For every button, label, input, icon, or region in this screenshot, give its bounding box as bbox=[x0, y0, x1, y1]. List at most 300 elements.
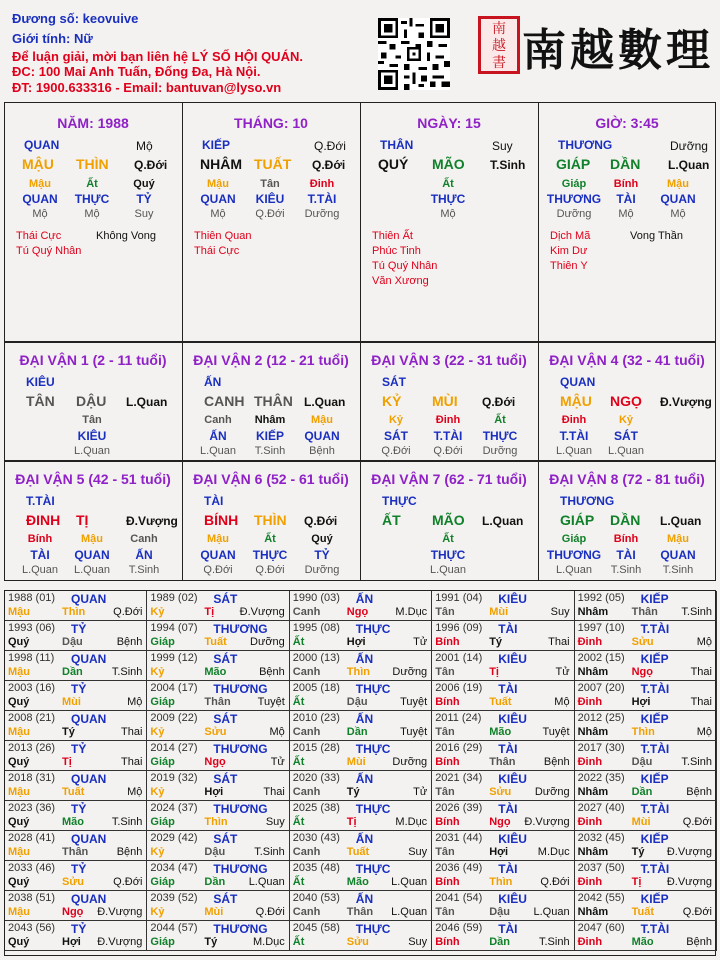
year-stem: Kỷ bbox=[150, 906, 165, 918]
year-label: 2038 (51) bbox=[8, 892, 56, 904]
hidden-stem: Canh bbox=[130, 533, 158, 545]
year-stage: Dưỡng bbox=[392, 666, 428, 678]
year-stage: Đ.Vượng bbox=[524, 816, 570, 828]
hidden-stage: L.Quan bbox=[73, 445, 111, 457]
year-stem: Tân bbox=[435, 846, 455, 858]
year-cell bbox=[432, 921, 574, 951]
year-cell bbox=[5, 921, 147, 951]
year-branch: Mão bbox=[62, 816, 84, 828]
dai-van-stem: ĐINH bbox=[26, 512, 61, 528]
phone-email: ĐT: 1900.633316 - Email: bantuvan@lyso.vn bbox=[12, 80, 282, 95]
hidden-god: T.TÀI bbox=[307, 192, 337, 206]
year-stage: Thai bbox=[548, 636, 570, 648]
year-cell bbox=[290, 921, 432, 951]
pillar-top-stage: Dưỡng bbox=[670, 139, 708, 153]
year-stage: T.Sinh bbox=[254, 846, 285, 858]
year-label: 2000 (13) bbox=[292, 652, 340, 664]
year-label: 2002 (15) bbox=[577, 652, 625, 664]
year-stage: M.Dục bbox=[253, 936, 285, 948]
year-cell bbox=[575, 621, 717, 651]
year-stem: Mậu bbox=[8, 906, 30, 918]
year-star: THƯƠNG bbox=[213, 682, 268, 696]
year-cell bbox=[147, 861, 289, 891]
hidden-god: TÀI bbox=[616, 548, 636, 562]
pillar-branch-stage: Q.Đới bbox=[312, 158, 346, 172]
pillar-1 bbox=[182, 102, 360, 342]
year-branch: Dần bbox=[631, 786, 653, 798]
year-label: 2044 (57) bbox=[150, 922, 198, 934]
hidden-stage: Mộ bbox=[84, 208, 100, 220]
year-label: 2031 (44) bbox=[435, 832, 483, 844]
year-label: 2045 (58) bbox=[292, 922, 340, 934]
year-star: KIÊU bbox=[498, 772, 527, 786]
star: Thiên Y bbox=[550, 260, 588, 272]
year-cell bbox=[290, 711, 432, 741]
year-branch: Mùi bbox=[346, 756, 366, 768]
pillar-title: THÁNG: 10 bbox=[234, 115, 308, 131]
year-label: 2010 (23) bbox=[292, 712, 340, 724]
hidden-god: KIẾP bbox=[255, 429, 284, 443]
hidden-stage: L.Quan bbox=[555, 564, 593, 576]
star: Thái Cực bbox=[194, 245, 240, 257]
hidden-stage: Mộ bbox=[440, 208, 456, 220]
year-stage: Mộ bbox=[269, 726, 285, 738]
year-stem: Ất bbox=[292, 816, 305, 828]
year-cell bbox=[5, 891, 147, 921]
year-branch: Thân bbox=[631, 606, 658, 618]
column-divider bbox=[538, 461, 539, 581]
hidden-stage: T.Sinh bbox=[610, 564, 642, 576]
year-stage: Tử bbox=[413, 636, 428, 648]
year-stem: Đinh bbox=[577, 876, 603, 888]
year-star: THƯƠNG bbox=[213, 922, 268, 936]
year-stage: Thai bbox=[690, 666, 712, 678]
hidden-stem: Tân bbox=[82, 414, 102, 426]
year-label: 2017 (30) bbox=[577, 742, 625, 754]
year-stem: Ất bbox=[292, 876, 305, 888]
year-branch: Tuất bbox=[346, 846, 370, 858]
year-stage: Đ.Vượng bbox=[97, 906, 143, 918]
hidden-stem: Kỷ bbox=[618, 414, 634, 426]
hidden-god: THỰC bbox=[74, 192, 110, 206]
year-stem: Bính bbox=[435, 936, 460, 948]
year-label: 2033 (46) bbox=[8, 862, 56, 874]
year-cell bbox=[147, 651, 289, 681]
year-stem: Nhâm bbox=[577, 786, 609, 798]
year-cell bbox=[432, 741, 574, 771]
year-cell bbox=[290, 831, 432, 861]
year-stage: Đ.Vượng bbox=[97, 936, 143, 948]
year-branch: Sửu bbox=[62, 876, 85, 888]
year-star: SÁT bbox=[213, 832, 238, 846]
year-label: 2013 (26) bbox=[8, 742, 56, 754]
hidden-god: QUAN bbox=[304, 429, 340, 443]
year-label: 2005 (18) bbox=[292, 682, 340, 694]
year-cell bbox=[575, 861, 717, 891]
hidden-stage: Dưỡng bbox=[304, 208, 340, 220]
year-stem: Kỷ bbox=[150, 666, 165, 678]
year-label: 2034 (47) bbox=[150, 862, 198, 874]
year-cell bbox=[432, 681, 574, 711]
hidden-stage: L.Quan bbox=[607, 445, 645, 457]
year-branch: Sửu bbox=[631, 636, 654, 648]
year-label: 2007 (20) bbox=[577, 682, 625, 694]
dai-van-god: SÁT bbox=[382, 375, 406, 389]
star: Không Vong bbox=[96, 230, 156, 242]
owner-name: Đương số: keovuive bbox=[12, 11, 139, 26]
pillar-top-god: KIẾP bbox=[202, 138, 231, 152]
year-cell bbox=[290, 861, 432, 891]
year-label: 2041 (54) bbox=[435, 892, 483, 904]
hidden-stem: Quý bbox=[311, 533, 333, 545]
hidden-stem: Canh bbox=[204, 414, 232, 426]
hidden-god: THƯƠNG bbox=[546, 192, 602, 206]
hidden-stem: Đinh bbox=[309, 178, 335, 190]
dai-van-stage: Q.Đới bbox=[304, 514, 338, 528]
hidden-stage: Q.Đới bbox=[255, 208, 285, 220]
year-star: THỰC bbox=[355, 622, 391, 636]
address: ĐC: 100 Mai Anh Tuấn, Đống Đa, Hà Nội. bbox=[12, 64, 261, 79]
hidden-god: TÀI bbox=[30, 548, 50, 562]
pillar-top-stage: Mộ bbox=[136, 139, 153, 153]
hidden-stage: Mộ bbox=[32, 208, 48, 220]
year-star: ẤN bbox=[355, 892, 374, 906]
year-star: THỰC bbox=[355, 682, 391, 696]
year-star: KIẾP bbox=[640, 772, 669, 786]
dai-van-stem: TÂN bbox=[26, 393, 55, 409]
hidden-stage: Mộ bbox=[670, 208, 686, 220]
dai-van-title: ĐẠI VẬN 6 (52 - 61 tuổi) bbox=[193, 471, 349, 487]
hidden-stem: Mậu bbox=[311, 414, 333, 426]
dai-van-stem: ẤT bbox=[382, 512, 401, 528]
year-stage: Q.Đới bbox=[255, 906, 285, 918]
year-label: 1994 (07) bbox=[150, 622, 198, 634]
year-label: 2035 (48) bbox=[292, 862, 340, 874]
year-stage: Q.Đới bbox=[113, 606, 143, 618]
year-branch: Hợi bbox=[346, 636, 366, 648]
year-label: 2030 (43) bbox=[292, 832, 340, 844]
dai-van-stage: Đ.Vượng bbox=[126, 514, 178, 528]
year-stage: Thai bbox=[690, 696, 712, 708]
heavenly-stem: MẬU bbox=[22, 156, 54, 172]
year-stage: Bệnh bbox=[686, 936, 712, 948]
year-stem: Tân bbox=[435, 726, 455, 738]
hidden-god: ẤN bbox=[135, 548, 153, 562]
year-stem: Nhâm bbox=[577, 666, 609, 678]
year-branch: Tị bbox=[631, 876, 642, 888]
year-branch: Ngọ bbox=[489, 816, 511, 828]
year-label: 2014 (27) bbox=[150, 742, 198, 754]
year-stem: Kỷ bbox=[150, 786, 165, 798]
dai-van-title: ĐẠI VẬN 2 (12 - 21 tuổi) bbox=[193, 352, 349, 368]
year-label: 1995 (08) bbox=[292, 622, 340, 634]
year-stage: L.Quan bbox=[248, 876, 285, 888]
hidden-stage: L.Quan bbox=[199, 445, 237, 457]
year-star: SÁT bbox=[213, 712, 238, 726]
year-star: KIẾP bbox=[640, 892, 669, 906]
year-branch: Mão bbox=[489, 726, 512, 738]
gender: Giới tính: Nữ bbox=[12, 31, 93, 46]
year-stage: T.Sinh bbox=[111, 816, 143, 828]
year-label: 2042 (55) bbox=[577, 892, 625, 904]
year-stem: Giáp bbox=[150, 696, 175, 708]
year-branch: Thìn bbox=[489, 876, 513, 888]
hidden-god: TỶ bbox=[314, 548, 330, 562]
dai-van-4 bbox=[538, 342, 716, 461]
hidden-god: ẤN bbox=[209, 429, 227, 443]
dai-van-5 bbox=[4, 461, 182, 580]
star: Thiên Quan bbox=[194, 230, 252, 242]
year-branch: Hợi bbox=[62, 936, 81, 948]
year-label: 1989 (02) bbox=[150, 592, 198, 604]
year-cell bbox=[575, 771, 717, 801]
year-stage: Suy bbox=[408, 936, 428, 948]
year-stage: Tuyệt bbox=[542, 726, 570, 738]
year-stem: Kỷ bbox=[150, 846, 165, 858]
star: Thái Cực bbox=[16, 230, 62, 242]
hidden-stage: T.Sinh bbox=[254, 445, 286, 457]
year-stage: Mộ bbox=[696, 726, 712, 738]
dai-van-god: T.TÀI bbox=[26, 494, 55, 508]
year-star: THƯƠNG bbox=[213, 622, 268, 636]
dai-van-stage: L.Quan bbox=[660, 514, 702, 528]
year-stage: Mộ bbox=[127, 786, 143, 798]
year-stem: Đinh bbox=[577, 696, 603, 708]
hidden-stage: Dưỡng bbox=[304, 564, 340, 576]
year-branch: Dần bbox=[489, 936, 510, 948]
hidden-stage: Bệnh bbox=[309, 445, 335, 457]
year-label: 1997 (10) bbox=[577, 622, 625, 634]
dai-van-stage: L.Quan bbox=[304, 395, 346, 409]
year-stem: Quý bbox=[8, 816, 30, 828]
hidden-stem: Mậu bbox=[29, 178, 51, 190]
year-branch: Tuất bbox=[62, 786, 85, 798]
year-branch: Tý bbox=[489, 636, 503, 648]
year-branch: Dậu bbox=[631, 756, 653, 768]
year-stem: Giáp bbox=[150, 756, 175, 768]
year-stage: Bệnh bbox=[543, 756, 570, 768]
star: Kim Dư bbox=[550, 245, 588, 257]
pillar-3 bbox=[538, 102, 716, 342]
dai-van-stage: Q.Đới bbox=[482, 395, 516, 409]
year-stem: Kỷ bbox=[150, 726, 165, 738]
dai-van-7 bbox=[360, 461, 538, 580]
hidden-god: KIÊU bbox=[255, 192, 285, 206]
year-branch: Mùi bbox=[631, 816, 651, 828]
year-branch: Ngọ bbox=[204, 756, 226, 768]
year-stage: Tử bbox=[413, 786, 428, 798]
dai-van-stem: MẬU bbox=[560, 393, 592, 409]
year-stem: Bính bbox=[435, 816, 460, 828]
year-stage: Tử bbox=[270, 756, 285, 768]
year-star: TÀI bbox=[498, 742, 518, 756]
dai-van-title: ĐẠI VẬN 7 (62 - 71 tuổi) bbox=[371, 471, 527, 487]
dai-van-stem: KỶ bbox=[382, 393, 402, 409]
hidden-god: THỰC bbox=[430, 192, 466, 206]
hidden-god: QUAN bbox=[200, 548, 236, 562]
year-branch: Tý bbox=[346, 786, 360, 798]
hidden-stem: Ất bbox=[442, 178, 454, 190]
year-stem: Ất bbox=[292, 696, 305, 708]
year-cell bbox=[147, 771, 289, 801]
year-stem: Tân bbox=[435, 906, 455, 918]
year-cell bbox=[432, 711, 574, 741]
year-branch: Thân bbox=[62, 846, 89, 858]
year-star: TÀI bbox=[498, 622, 518, 636]
year-label: 2028 (41) bbox=[8, 832, 56, 844]
pillar-top-stage: Q.Đới bbox=[314, 139, 346, 153]
year-stem: Ất bbox=[292, 756, 305, 768]
year-stage: Mộ bbox=[127, 696, 143, 708]
year-star: TÀI bbox=[498, 682, 518, 696]
hidden-god: TÀI bbox=[616, 192, 636, 206]
column-divider bbox=[360, 342, 361, 461]
year-star: T.TÀI bbox=[640, 622, 670, 636]
hidden-stage: Q.Đới bbox=[203, 564, 233, 576]
hidden-stage: Suy bbox=[134, 208, 154, 220]
year-branch: Thân bbox=[489, 756, 516, 768]
header bbox=[0, 0, 720, 100]
year-label: 2019 (32) bbox=[150, 772, 198, 784]
year-cell bbox=[432, 891, 574, 921]
year-cell bbox=[5, 591, 147, 621]
year-stage: L.Quan bbox=[391, 876, 428, 888]
hidden-stem: Bính bbox=[613, 178, 639, 190]
year-branch: Tý bbox=[631, 846, 645, 858]
year-star: QUAN bbox=[71, 652, 107, 666]
year-stage: Mộ bbox=[554, 696, 570, 708]
dai-van-stem: GIÁP bbox=[560, 512, 595, 528]
year-cell bbox=[147, 831, 289, 861]
year-star: KIÊU bbox=[498, 892, 527, 906]
logo-text: 南越數理 bbox=[522, 25, 714, 76]
year-star: T.TÀI bbox=[640, 742, 670, 756]
dai-van-title: ĐẠI VẬN 8 (72 - 81 tuổi) bbox=[549, 471, 705, 487]
year-cell bbox=[147, 621, 289, 651]
year-stem: Canh bbox=[292, 726, 321, 738]
dai-van-god: THỰC bbox=[382, 494, 417, 508]
year-cell bbox=[290, 621, 432, 651]
hidden-god: SÁT bbox=[384, 429, 408, 443]
dai-van-god: TÀI bbox=[204, 494, 224, 508]
year-branch: Dậu bbox=[62, 636, 83, 648]
year-cell bbox=[575, 831, 717, 861]
dai-van-god: THƯƠNG bbox=[560, 494, 615, 508]
year-cell bbox=[575, 891, 717, 921]
dai-van-stage: L.Quan bbox=[482, 514, 524, 528]
year-star: KIÊU bbox=[498, 712, 527, 726]
year-stem: Quý bbox=[8, 696, 30, 708]
year-label: 1996 (09) bbox=[435, 622, 483, 634]
dai-van-stem: CANH bbox=[204, 393, 245, 409]
year-branch: Thân bbox=[204, 696, 231, 708]
column-divider bbox=[182, 342, 183, 461]
pillar-branch-stage: L.Quan bbox=[668, 158, 710, 172]
year-stem: Bính bbox=[435, 876, 460, 888]
year-star: KIẾP bbox=[640, 832, 669, 846]
year-star: KIÊU bbox=[498, 592, 527, 606]
hidden-stem: Giáp bbox=[561, 178, 587, 190]
year-stage: T.Sinh bbox=[111, 666, 143, 678]
year-branch: Hợi bbox=[204, 786, 224, 798]
year-stem: Mậu bbox=[8, 846, 30, 858]
dai-van-8 bbox=[538, 461, 716, 580]
year-star: T.TÀI bbox=[640, 802, 670, 816]
hidden-stage: Dưỡng bbox=[482, 445, 518, 457]
hidden-stem: Mậu bbox=[207, 178, 229, 190]
year-cell bbox=[147, 681, 289, 711]
year-star: KIÊU bbox=[498, 652, 527, 666]
pillar-top-stage: Suy bbox=[492, 139, 513, 153]
hidden-god: QUAN bbox=[660, 548, 696, 562]
hidden-stem: Kỷ bbox=[388, 414, 404, 426]
year-stem: Canh bbox=[292, 906, 321, 918]
year-star: QUAN bbox=[71, 592, 107, 606]
year-stage: T.Sinh bbox=[539, 936, 570, 948]
year-star: TỶ bbox=[71, 682, 87, 696]
year-stage: Q.Đới bbox=[682, 906, 712, 918]
year-label: 2032 (45) bbox=[577, 832, 625, 844]
heavenly-stem: GIÁP bbox=[556, 156, 591, 172]
hidden-stem: Tân bbox=[260, 178, 280, 190]
year-stem: Mậu bbox=[8, 726, 30, 738]
pillar-branch-stage: Q.Đới bbox=[134, 158, 168, 172]
year-branch: Hợi bbox=[489, 846, 509, 858]
year-star: THƯƠNG bbox=[213, 802, 268, 816]
hidden-stage: T.Sinh bbox=[662, 564, 694, 576]
year-stem: Bính bbox=[435, 636, 460, 648]
year-cell bbox=[575, 651, 717, 681]
year-cell bbox=[147, 801, 289, 831]
year-star: TÀI bbox=[498, 802, 518, 816]
dai-van-branch: THÌN bbox=[254, 512, 287, 528]
year-stage: Q.Đới bbox=[113, 876, 143, 888]
year-label: 1998 (11) bbox=[8, 652, 55, 664]
dai-van-branch: DẬU bbox=[76, 393, 107, 409]
star: Văn Xương bbox=[372, 275, 429, 287]
year-stage: Đ.Vượng bbox=[666, 846, 712, 858]
year-cell bbox=[290, 741, 432, 771]
year-star: QUAN bbox=[71, 892, 107, 906]
year-stem: Tân bbox=[435, 666, 455, 678]
year-star: QUAN bbox=[71, 832, 107, 846]
year-stage: Suy bbox=[265, 816, 285, 828]
year-stem: Ất bbox=[292, 936, 305, 948]
year-stem: Đinh bbox=[577, 636, 603, 648]
year-cell bbox=[5, 651, 147, 681]
year-branch: Thìn bbox=[346, 666, 371, 678]
dai-van-stem: BÍNH bbox=[204, 512, 239, 528]
year-stem: Canh bbox=[292, 786, 321, 798]
year-label: 2026 (39) bbox=[435, 802, 483, 814]
dai-van-title: ĐẠI VẬN 4 (32 - 41 tuổi) bbox=[549, 352, 705, 368]
year-star: ẤN bbox=[355, 592, 374, 606]
year-label: 2037 (50) bbox=[577, 862, 625, 874]
year-cell bbox=[575, 921, 717, 951]
year-star: THỰC bbox=[355, 742, 391, 756]
year-star: ẤN bbox=[355, 652, 374, 666]
year-star: TỶ bbox=[71, 802, 87, 816]
year-star: TỶ bbox=[71, 862, 87, 876]
hidden-stem: Nhâm bbox=[254, 414, 286, 426]
year-branch: Tuất bbox=[631, 906, 654, 918]
year-star: T.TÀI bbox=[640, 862, 670, 876]
hidden-god: THỰC bbox=[482, 429, 518, 443]
year-cell bbox=[5, 711, 147, 741]
year-label: 2023 (36) bbox=[8, 802, 56, 814]
dai-van-god: QUAN bbox=[560, 375, 596, 389]
dai-van-1 bbox=[4, 342, 182, 461]
